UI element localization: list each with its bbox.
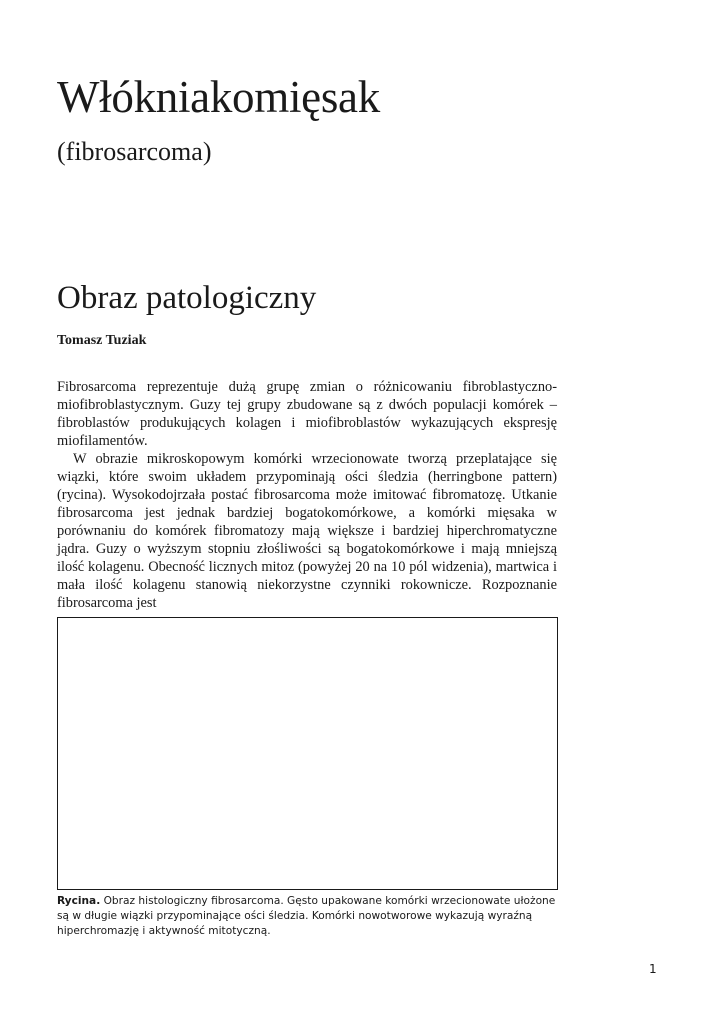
page-number: 1 <box>649 962 657 976</box>
figure-caption <box>57 894 557 939</box>
chapter-title: Włókniakomięsak <box>57 72 380 122</box>
body-paragraph: Fibrosarcoma reprezentuje dużą grupę zmian o różnicowaniu fibroblastyczno-miofibroblastycznym. Guzy tej grupy zbudowane są z dwóch populacji komórek – fibroblastów produkujących kolagen i miofibroblastów wykazujących ekspresję miofilamentów. <box>57 379 557 449</box>
body-paragraph: W obrazie mikroskopowym komórki wrzecionowate tworzą przeplatające się wiązki, które swoim układem przypominają ości śledzia (herringbone pattern) (rycina). Wysokodojrzała postać fibrosarcoma może imitować fibromatozę. Utkanie fibrosarcoma jest jednak bardziej bogatokomórkowe, a komórki mięsaka w porównaniu do komórek fibromatozy mają większe i bardziej hiperchromatyczne jądra. Guzy o wyższym stopniu złośliwości są bogatokomórkowe i mają mniejszą ilość kolagenu. Obecność licznych mitoz (powyżej 20 na 10 pól widzenia), martwica i mała ilość kolagenu stanowią niekorzystne czynniki rokownicze. Rozpoznanie fibrosarcoma jest <box>57 451 557 611</box>
figure-caption-label: Rycina. <box>57 895 101 907</box>
body-text <box>57 378 557 612</box>
section-heading: Obraz patologiczny <box>57 280 317 316</box>
figure-caption-text: Obraz histologiczny fibrosarcoma. Gęsto upakowane komórki wrzecionowate ułożone są w długie wiązki przypominające ości śledzia. Komórki nowotworowe wykazują wyraźną hiperchromazję i aktywność mitotyczną. <box>57 895 556 937</box>
figure-image-frame <box>57 617 558 890</box>
author-name: Tomasz Tuziak <box>57 333 147 348</box>
chapter-subtitle: (fibrosarcoma) <box>57 137 212 166</box>
